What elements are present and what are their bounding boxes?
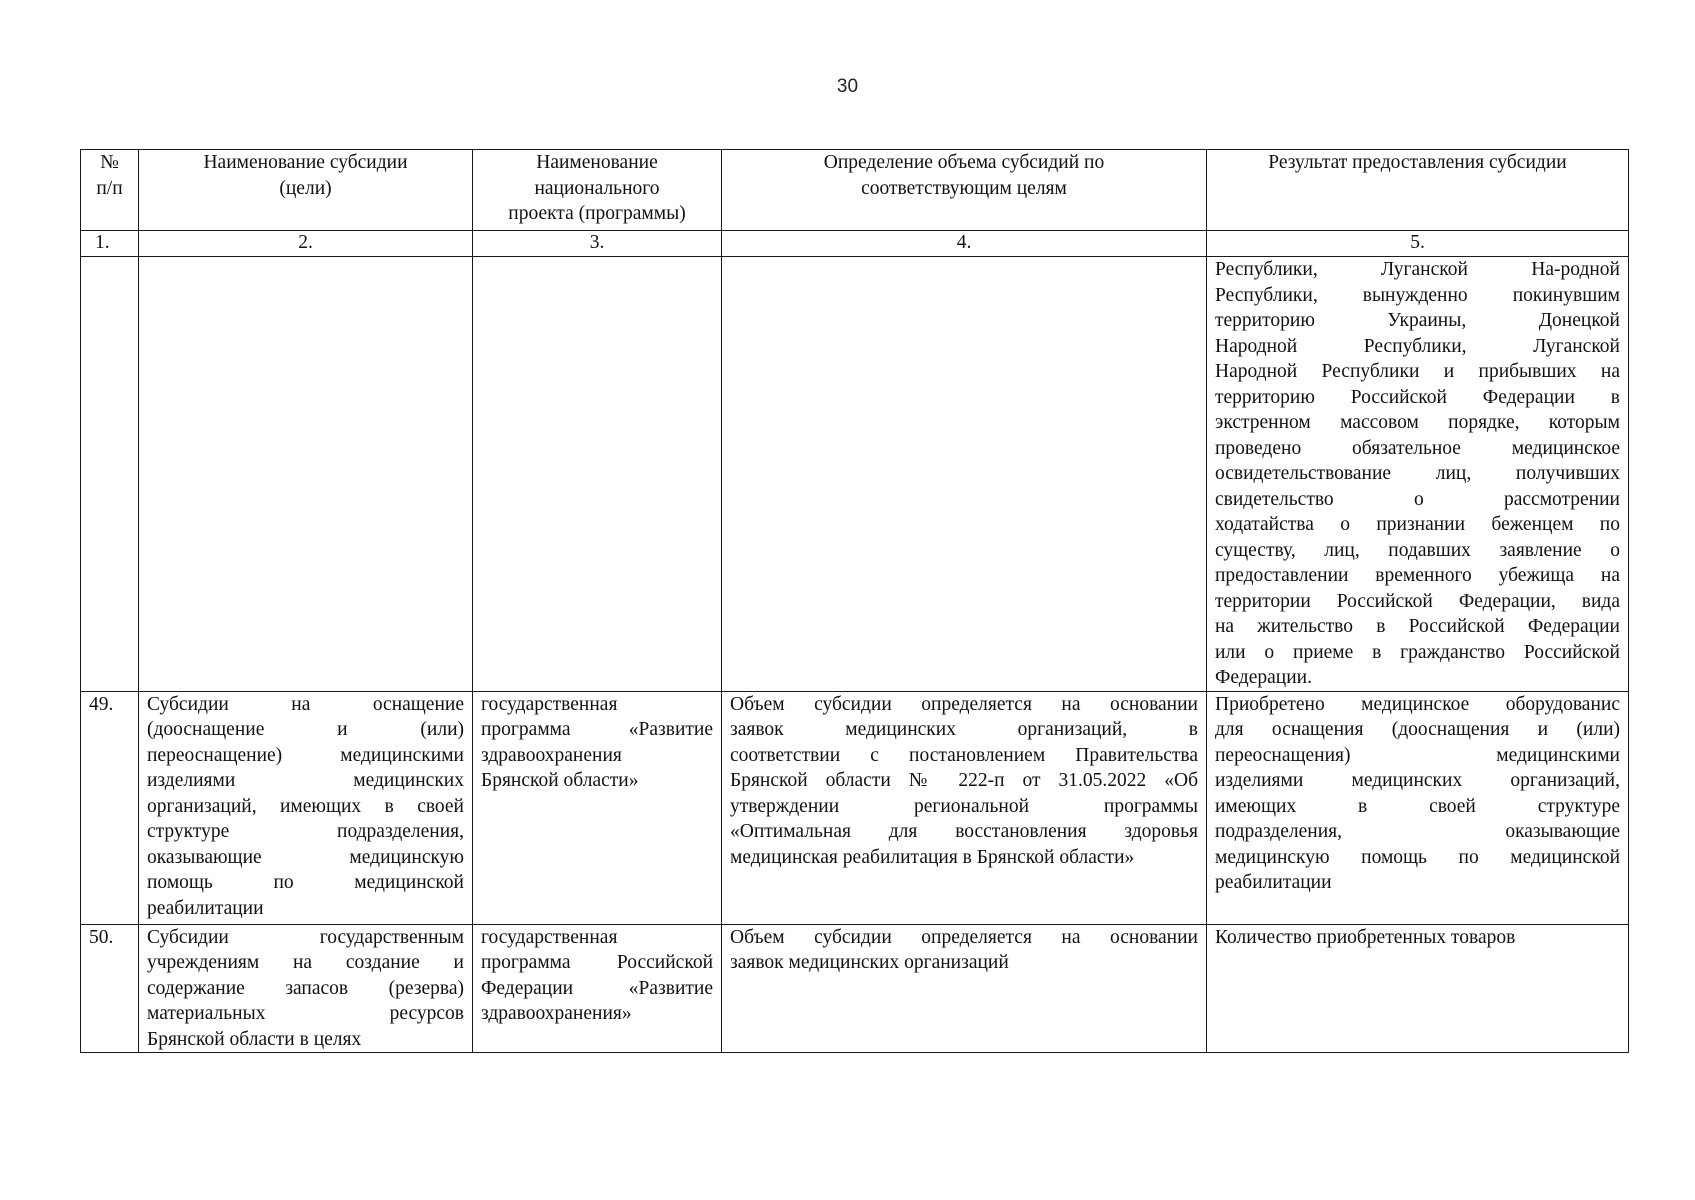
row-result bbox=[1207, 924, 1629, 1053]
cell-text-line: государственная bbox=[481, 926, 618, 948]
cell-text-line: соответствии с постановлением Правительства bbox=[730, 744, 1198, 766]
cell-text-line: Субсидии государственным bbox=[147, 926, 464, 948]
cell-text-line: Объем субсидии определяется на основании bbox=[730, 693, 1198, 715]
row-subsidy-name bbox=[139, 257, 473, 692]
cell-text-line: государственная bbox=[481, 693, 618, 715]
cell-text-line: № bbox=[100, 152, 119, 173]
cell-text-line: Результат предоставления субсидии bbox=[1268, 152, 1567, 173]
table-row bbox=[81, 924, 1629, 1053]
cell-text-line: содержание запасов (резерва) bbox=[147, 977, 464, 999]
cell-text-line: ходатайства о признании беженцем по bbox=[1215, 514, 1620, 535]
column-numbers-row bbox=[81, 231, 1629, 257]
cell-text-line: Брянской области» bbox=[481, 770, 639, 791]
cell-text-line: заявок медицинских организаций bbox=[730, 952, 1009, 973]
cell-text-line: Народной Республики, Луганской bbox=[1215, 335, 1620, 357]
cell-text-line: Республики, Луганской На-родной bbox=[1215, 259, 1620, 280]
row-volume-definition bbox=[722, 257, 1207, 692]
cell-text-line: Наименование bbox=[536, 152, 658, 173]
cell-text-line: для оснащения (дооснащения и (или) bbox=[1215, 719, 1620, 740]
cell-text-line: материальных ресурсов bbox=[147, 1003, 464, 1024]
header-number bbox=[81, 150, 139, 231]
cell-text-line: Федерации «Развитие bbox=[481, 977, 713, 999]
row-national-project bbox=[473, 924, 722, 1053]
cell-text-line: реабилитации bbox=[147, 897, 264, 919]
cell-text-line: территорию Российской Федерации в bbox=[1215, 386, 1620, 408]
cell-text-line: Определение объема субсидий по bbox=[823, 152, 1105, 173]
cell-text-line: проекта (программы) bbox=[508, 203, 686, 224]
cell-text-line: Брянской области в целях bbox=[147, 1028, 362, 1050]
cell-text-line: подразделения, оказывающие bbox=[1215, 821, 1620, 842]
cell-text-line: организаций, имеющих в своей bbox=[147, 795, 464, 817]
header-row bbox=[81, 150, 1629, 231]
cell-text-line: учреждениям на создание и bbox=[147, 952, 464, 973]
column-number: 3. bbox=[473, 231, 722, 257]
cell-text-line: Республики, вынужденно покинувшим bbox=[1215, 284, 1620, 306]
cell-text-line: переоснащения) медицинскими bbox=[1215, 744, 1620, 766]
cell-text-line: Субсидии на оснащение bbox=[147, 693, 464, 715]
cell-text-line: изделиями медицинских организаций, bbox=[1215, 770, 1620, 791]
cell-text-line: территории Российской Федерации, вида bbox=[1215, 590, 1620, 612]
cell-text-line: заявок медицинских организаций, в bbox=[730, 719, 1198, 740]
row-volume-definition bbox=[722, 924, 1207, 1053]
cell-text-line: проведено обязательное медицинское bbox=[1215, 437, 1620, 459]
cell-text-line: здравоохранения» bbox=[481, 1003, 632, 1024]
cell-text-line: на жительство в Российской Федерации bbox=[1215, 616, 1620, 637]
row-number bbox=[81, 257, 139, 692]
cell-text-line: экстренном массовом порядке, которым bbox=[1215, 412, 1620, 433]
cell-text-line: утверждении региональной программы bbox=[730, 795, 1198, 817]
cell-text-line: или о приеме в гражданство Российской bbox=[1215, 641, 1620, 663]
cell-text-line: программа Российской bbox=[481, 952, 713, 973]
row-national-project bbox=[473, 257, 722, 692]
header-national-project bbox=[473, 150, 722, 231]
row-result bbox=[1207, 691, 1629, 924]
cell-text-line: предоставлении временного убежища на bbox=[1215, 565, 1620, 586]
cell-text-line: существу, лиц, подавших заявление о bbox=[1215, 539, 1620, 561]
cell-text-line: территорию Украины, Донецкой bbox=[1215, 310, 1620, 331]
column-number: 4. bbox=[722, 231, 1207, 257]
cell-text-line: Наименование субсидии bbox=[203, 152, 408, 173]
cell-text-line: свидетельство о рассмотрении bbox=[1215, 488, 1620, 510]
cell-text-line: структуре подразделения, bbox=[147, 821, 464, 842]
cell-text-line: Брянской области № 222-п от 31.05.2022 «Об bbox=[730, 770, 1198, 791]
table-row bbox=[81, 691, 1629, 924]
row-subsidy-name bbox=[139, 924, 473, 1053]
column-number: 2. bbox=[139, 231, 473, 257]
row-number: 50. bbox=[81, 924, 139, 1053]
cell-text-line: программа «Развитие bbox=[481, 719, 713, 740]
cell-text-line: Количество приобретенных товаров bbox=[1215, 926, 1516, 948]
cell-text-line: Приобретено медицинское оборудованис bbox=[1215, 693, 1620, 715]
cell-text-line: национального bbox=[534, 177, 660, 199]
header-subsidy-name bbox=[139, 150, 473, 231]
header-volume-definition bbox=[722, 150, 1207, 231]
cell-text-line: имеющих в своей структуре bbox=[1215, 795, 1620, 817]
subsidies-table bbox=[80, 149, 1629, 1053]
cell-text-line: помощь по медицинской bbox=[147, 872, 464, 893]
row-volume-definition bbox=[722, 691, 1207, 924]
cell-text-line: реабилитации bbox=[1215, 872, 1332, 893]
row-result bbox=[1207, 257, 1629, 692]
row-national-project bbox=[473, 691, 722, 924]
cell-text-line: (дооснащение и (или) bbox=[147, 719, 464, 740]
page-number: 30 bbox=[836, 76, 859, 97]
cell-text-line: п/п bbox=[96, 177, 123, 199]
column-number: 5. bbox=[1207, 231, 1629, 257]
cell-text-line: переоснащение) медицинскими bbox=[147, 744, 464, 766]
table-row bbox=[81, 257, 1629, 692]
cell-text-line: Народной Республики и прибывших на bbox=[1215, 361, 1620, 382]
cell-text-line: медицинскую помощь по медицинской bbox=[1215, 846, 1620, 868]
column-number: 1. bbox=[81, 231, 139, 257]
cell-text-line: соответствующим целям bbox=[861, 177, 1067, 199]
cell-text-line: «Оптимальная для восстановления здоровья bbox=[730, 821, 1198, 842]
cell-text-line: освидетельствование лиц, получивших bbox=[1215, 463, 1620, 484]
row-number: 49. bbox=[81, 691, 139, 924]
cell-text-line: медицинская реабилитация в Брянской области» bbox=[730, 846, 1135, 868]
cell-text-line: (цели) bbox=[279, 177, 332, 199]
cell-text-line: оказывающие медицинскую bbox=[147, 846, 464, 868]
cell-text-line: изделиями медицинских bbox=[147, 770, 464, 791]
cell-text-line: Федерации. bbox=[1215, 667, 1312, 688]
cell-text-line: здравоохранения bbox=[481, 744, 622, 766]
row-subsidy-name bbox=[139, 691, 473, 924]
header-result bbox=[1207, 150, 1629, 231]
cell-text-line: Объем субсидии определяется на основании bbox=[730, 926, 1198, 948]
